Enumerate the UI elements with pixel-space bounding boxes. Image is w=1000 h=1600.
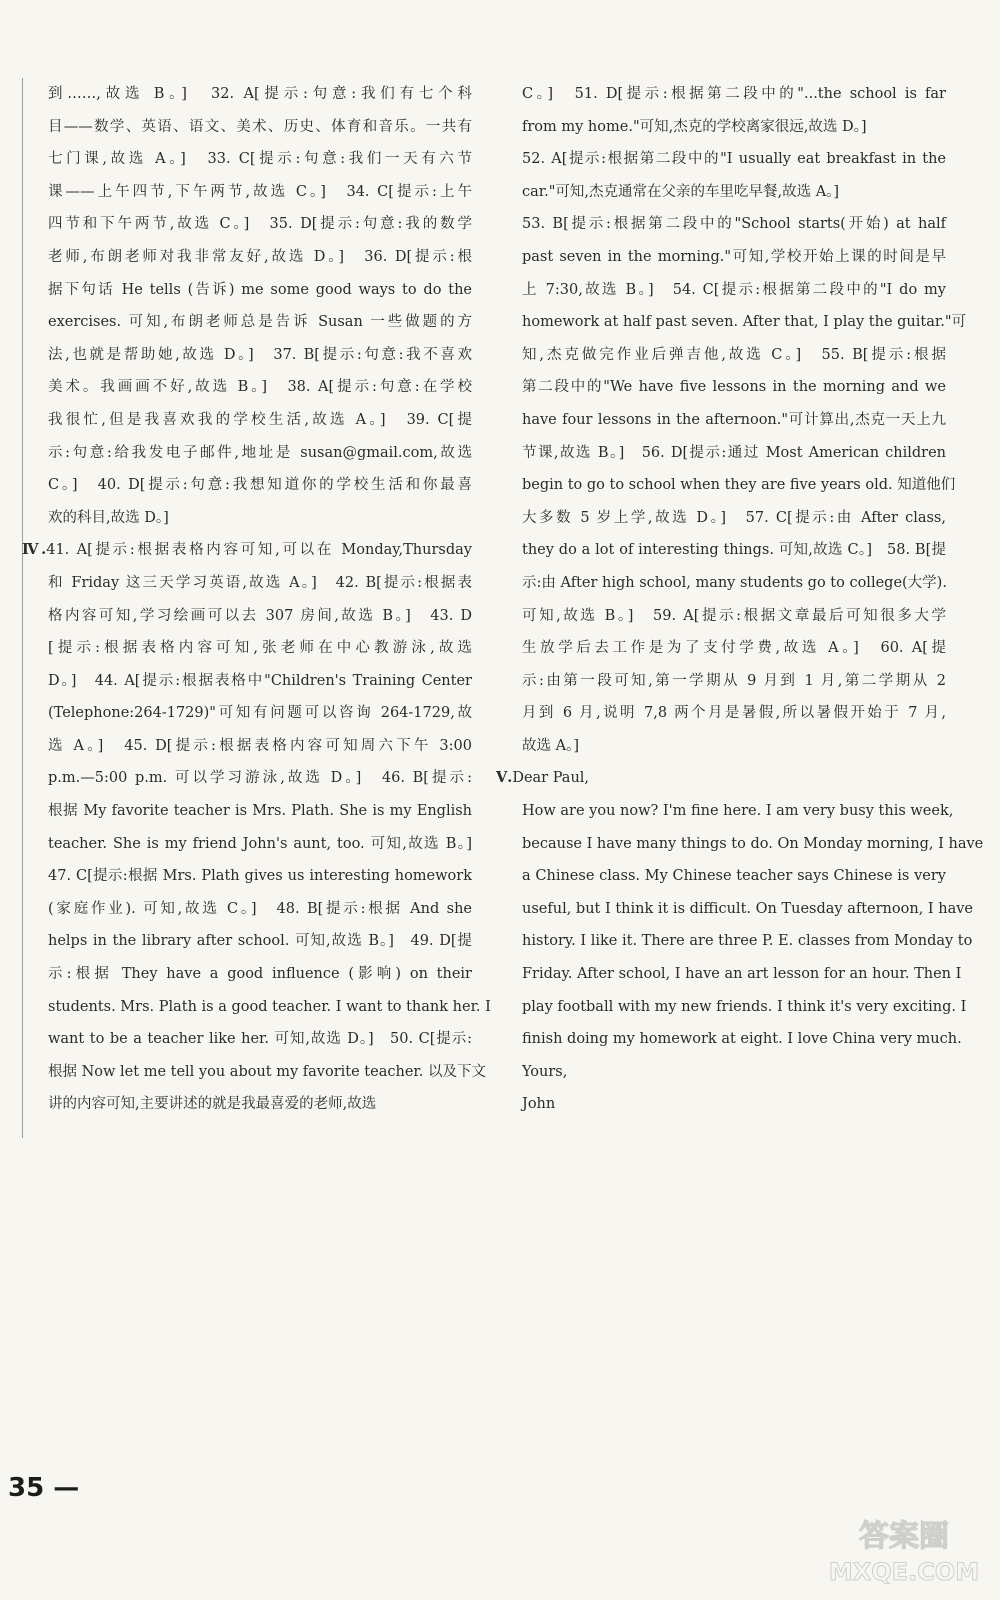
watermark-en: MXQE.COM: [828, 1558, 980, 1586]
text-line: begin to go to school when they are five years old. 知道他们: [522, 477, 956, 494]
text-line: 课——上午四节,下午两节,故选 C。] 34. C[提示:上午: [48, 183, 472, 200]
text-line: 知,杰克做完作业后弹吉他,故选 C。] 55. B[提示:根据: [522, 346, 946, 363]
letter-body-line: Friday. After school, I have an art lesson for an hour. Then I: [522, 966, 962, 983]
text-line: 目——数学、英语、语文、美术、历史、体育和音乐。一共有: [48, 118, 472, 135]
text-line: 我很忙,但是我喜欢我的学校生活,故选 A。] 39. C[提: [48, 411, 472, 428]
text-line: 41. A[提示:根据表格内容可知,可以在 Monday,Thursday: [46, 542, 472, 559]
text-line: 示:由 After high school, many students go to college(大学).: [522, 574, 947, 591]
text-line: teacher. She is my friend John's aunt, too. 可知,故选 B。]: [48, 835, 472, 852]
text-line: 示:根据 They have a good influence (影响) on their: [48, 966, 472, 983]
letter-body-line: because I have many things to do. On Monday morning, I have: [522, 835, 984, 852]
page-number: 35 —: [8, 1473, 80, 1503]
left-column: [22, 78, 491, 1121]
text-line: they do a lot of interesting things. 可知,故选 C。] 58. B[提: [522, 542, 946, 559]
text-line: 四节和下午两节,故选 C。] 35. D[提示:句意:我的数学: [48, 216, 472, 233]
text-line: 欢的科目,故选 D。]: [48, 509, 169, 526]
text-line: 到……,故选 B。] 32. A[提示:句意:我们有七个科: [48, 86, 472, 102]
text-line: 根据 My favorite teacher is Mrs. Plath. She is my English: [48, 803, 472, 820]
text-line: 示:由第一段可知,第一学期从 9 月到 1 月,第二学期从 2: [522, 672, 946, 689]
text-line: car."可知,杰克通常在父亲的车里吃早餐,故选 A。]: [522, 183, 840, 200]
text-line: 47. C[提示:根据 Mrs. Plath gives us interesting homework: [48, 868, 472, 885]
text-line: 52. A[提示:根据第二段中的"I usually eat breakfast in the: [522, 151, 946, 168]
text-line: 上 7:30,故选 B。] 54. C[提示:根据第二段中的"I do my: [522, 281, 946, 298]
section-4-marker: Ⅳ.: [22, 541, 47, 559]
text-line: 第二段中的"We have five lessons in the morning and we: [522, 379, 946, 396]
letter-body-line: play football with my new friends. I think it's very exciting. I: [522, 998, 967, 1015]
text-line: 生放学后去工作是为了支付学费,故选 A。] 60. A[提: [522, 640, 946, 657]
text-line: D。] 44. A[提示:根据表格中"Children's Training Center: [48, 672, 472, 689]
text-line: C。] 51. D[提示:根据第二段中的"...the school is far: [522, 86, 946, 102]
letter-body-line: a Chinese class. My Chinese teacher says Chinese is very: [522, 868, 946, 885]
text-line: 节课,故选 B。] 56. D[提示:通过 Most American children: [522, 444, 946, 461]
text-line: homework at half past seven. After that, I play the guitar."可: [522, 314, 966, 331]
letter-salutation: Dear Paul,: [512, 770, 590, 787]
text-line: have four lessons in the afternoon."可计算出,杰克一天上九: [522, 411, 946, 428]
text-line: 格内容可知,学习绘画可以去 307 房间,故选 B。] 43. D: [48, 607, 472, 624]
text-line: 月到 6 月,说明 7,8 两个月是暑假,所以暑假开始于 7 月,: [522, 705, 946, 722]
left-margin-rule: [22, 78, 23, 1138]
letter-body-line: useful, but I think it is difficult. On Tuesday afternoon, I have: [522, 900, 974, 917]
letter-body-line: history. I like it. There are three P. E. classes from Monday to: [522, 933, 973, 950]
letter-body-line: finish doing my homework at eight. I love China very much.: [522, 1031, 962, 1048]
letter-closing: Yours,: [522, 1063, 568, 1080]
text-line: p.m.—5:00 p.m. 可以学习游泳,故选 D。] 46. B[提示:: [48, 770, 472, 787]
text-line: 故选 A。]: [522, 737, 579, 754]
letter-salutation-line: [496, 762, 946, 795]
text-line: past seven in the morning."可知,学校开始上课的时间是早: [522, 248, 946, 265]
text-line: 法,也就是帮助她,故选 D。] 37. B[提示:句意:我不喜欢: [48, 346, 472, 363]
text-line: from my home."可知,杰克的学校离家很远,故选 D。]: [522, 118, 867, 135]
text-line: (家庭作业). 可知,故选 C。] 48. B[提示:根据 And she: [48, 900, 472, 917]
text-line: 大多数 5 岁上学,故选 D。] 57. C[提示:由 After class,: [522, 509, 946, 526]
watermark-cn: 答案圈: [859, 1519, 949, 1554]
right-column: [496, 78, 984, 1121]
text-line: 美术。我画画不好,故选 B。] 38. A[提示:句意:在学校: [48, 379, 472, 396]
section-4-first-line: [22, 534, 472, 567]
text-line: 据下句话 He tells (告诉) me some good ways to do the: [48, 281, 472, 298]
text-line: 可知,故选 B。] 59. A[提示:根据文章最后可知很多大学: [522, 607, 946, 624]
text-line: C。] 40. D[提示:句意:我想知道你的学校生活和你最喜: [48, 477, 472, 494]
section-5-marker: Ⅴ.: [496, 769, 513, 787]
letter-signature: John: [522, 1096, 556, 1113]
text-line: exercises. 可知,布朗老师总是告诉 Susan 一些做题的方: [48, 314, 472, 331]
text-line: want to be a teacher like her. 可知,故选 D。] 50. C[提示:: [48, 1031, 472, 1048]
text-line: 老师,布朗老师对我非常友好,故选 D。] 36. D[提示:根: [48, 248, 472, 265]
text-line: 选 A。] 45. D[提示:根据表格内容可知周六下午 3:00: [48, 737, 472, 754]
text-line: 53. B[提示:根据第二段中的"School starts(开始) at half: [522, 216, 946, 233]
text-line: 根据 Now let me tell you about my favorite teacher. 以及下文: [48, 1063, 486, 1080]
letter-body-line: How are you now? I'm fine here. I am very busy this week,: [522, 803, 954, 820]
text-line: 讲的内容可知,主要讲述的就是我最喜爱的老师,故选: [48, 1096, 377, 1113]
text-line: helps in the library after school. 可知,故选 B。] 49. D[提: [48, 933, 472, 950]
text-line: students. Mrs. Plath is a good teacher. I want to thank her. I: [48, 998, 491, 1015]
text-line: [提示:根据表格内容可知,张老师在中心教游泳,故选: [48, 640, 472, 657]
watermark-logo: [824, 1510, 984, 1590]
text-line: 和 Friday 这三天学习英语,故选 A。] 42. B[提示:根据表: [48, 574, 472, 591]
text-line: 示:句意:给我发电子邮件,地址是 susan@gmail.com,故选: [48, 444, 472, 461]
text-line: 七门课,故选 A。] 33. C[提示:句意:我们一天有六节: [48, 151, 472, 168]
text-line: (Telephone:264-1729)"可知有问题可以咨询 264-1729,故: [48, 705, 472, 722]
